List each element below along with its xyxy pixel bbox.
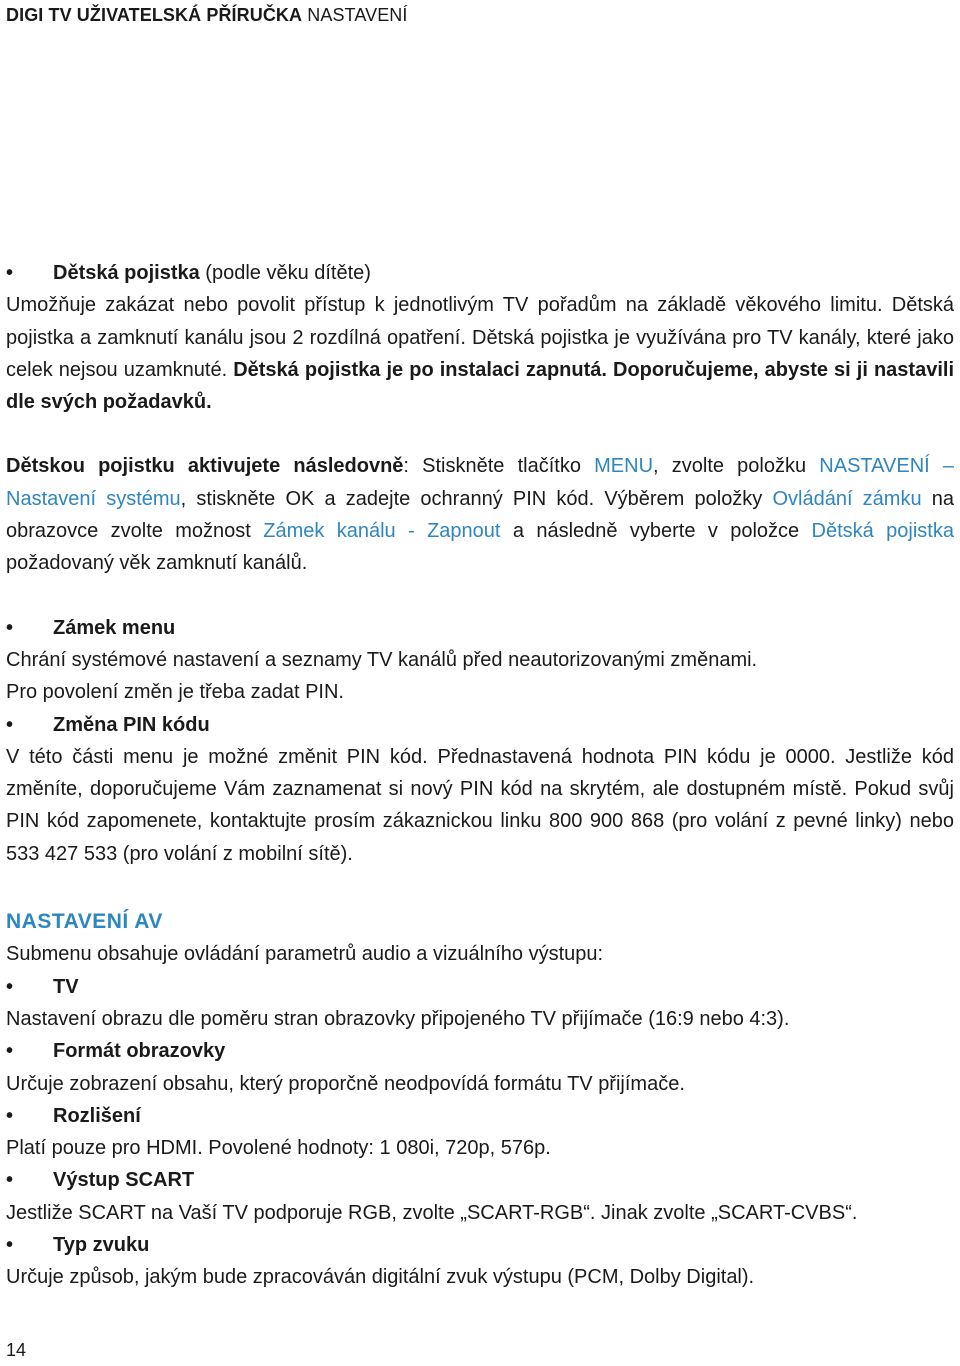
- paragraph-text: Umožňuje zakázat nebo povolit přístup k jednotlivým TV pořadům na základě věkového limitu. Dětská pojistka a zamknutí kanálu jsou 2 rozdílná opatření. Dětská pojistka je využívána pro TV kanály, které jako celek nejsou uzamknuté.: [6, 294, 954, 381]
- bullet-icon: •: [6, 262, 14, 284]
- bullet-av-format: [6, 1035, 954, 1067]
- bullet-icon: •: [6, 713, 14, 736]
- menu-ref: MENU: [594, 455, 654, 478]
- item-heading: Výstup SCART: [53, 1169, 195, 1192]
- section-title-av: NASTAVENÍ AV: [6, 910, 163, 934]
- bullet-av-sound: [6, 1229, 954, 1261]
- av-item-text: Určuje způsob, jakým bude zpracováván digitální zvuk výstupu (PCM, Dolby Digital).: [6, 1266, 755, 1289]
- item-heading: Typ zvuku: [53, 1234, 150, 1257]
- text-run: požadovaný věk zamknutí kanálů.: [6, 552, 308, 575]
- av-intro: Submenu obsahuje ovládání parametrů audio a vizuálního výstupu:: [6, 943, 604, 966]
- menu-item-ref: Ovládání zámku: [772, 487, 922, 510]
- menu-path-ref: NASTAVENÍ – Nastavení systému: [6, 455, 954, 510]
- manual-title: DIGI TV UŽIVATELSKÁ PŘÍRUČKA: [6, 5, 303, 25]
- item-heading: Dětská pojistka: [53, 262, 200, 284]
- bullet-icon: •: [6, 1040, 14, 1063]
- bullet-pin-change: [6, 709, 954, 741]
- text-run: , stiskněte OK a zadejte ochranný PIN kód. Výběrem položky: [180, 487, 773, 510]
- bullet-icon: •: [6, 1234, 14, 1257]
- pin-change-text: V této části menu je možné změnit PIN kód. Přednastavená hodnota PIN kódu je 0000. Jestliže kód změníte, doporučujeme Vám zaznamenat si nový PIN kód na skrytém, ale dostupném místě. Pokud svůj PIN kód zapomenete, kontaktujte prosím zákaznickou linku 800 900 868 (pro volání z pevné linky) nebo 533 427 533 (pro volání z mobilní sítě).: [6, 745, 954, 865]
- item-heading-note: (podle věku dítěte): [199, 262, 371, 284]
- text-run: na obrazovce zvolte možnost: [6, 487, 954, 543]
- chapter-name: NASTAVENÍ: [307, 5, 408, 25]
- text-run: : Stiskněte tlačítko: [403, 455, 595, 478]
- parental-instructions: [6, 450, 954, 579]
- bullet-av-scart: [6, 1164, 954, 1196]
- page-header: [6, 5, 408, 26]
- page-content: [6, 257, 954, 1294]
- text-run: , zvolte položku: [653, 455, 820, 478]
- bullet-av-tv: [6, 971, 954, 1003]
- av-item-text: Platí pouze pro HDMI. Povolené hodnoty: 1 080i, 720p, 576p.: [6, 1137, 551, 1160]
- bullet-icon: •: [6, 1104, 14, 1127]
- instruction-lead: Dětskou pojistku aktivujete následovně: [6, 455, 404, 478]
- item-heading: TV: [53, 975, 79, 998]
- option-ref: Zámek kanálu - Zapnout: [263, 520, 501, 543]
- page-number: 14: [6, 1340, 27, 1360]
- menu-lock-line-1: Chrání systémové nastavení a seznamy TV kanálů před neautorizovanými změnami.: [6, 648, 758, 671]
- av-item-text: Nastavení obrazu dle poměru stran obrazovky připojeného TV přijímače (16:9 nebo 4:3).: [6, 1007, 790, 1030]
- item-heading: Rozlišení: [53, 1104, 141, 1127]
- bullet-icon: •: [6, 616, 14, 639]
- menu-lock-line-2: Pro povolení změn je třeba zadat PIN.: [6, 681, 344, 704]
- av-item-text: Určuje zobrazení obsahu, který proporčně neodpovídá formátu TV přijímače.: [6, 1072, 685, 1095]
- item-heading: Zámek menu: [53, 616, 176, 639]
- text-run: a následně vyberte v položce: [500, 520, 812, 543]
- bullet-menu-lock: [6, 612, 954, 644]
- av-item-text: Jestliže SCART na Vaší TV podporuje RGB, zvolte „SCART-RGB“. Jinak zvolte „SCART-CVBS“.: [6, 1201, 858, 1224]
- bullet-icon: •: [6, 1169, 14, 1192]
- menu-item-ref: Dětská pojistka: [811, 520, 954, 543]
- item-heading: Formát obrazovky: [53, 1040, 226, 1063]
- bullet-parental-lock: [6, 257, 954, 289]
- bullet-icon: •: [6, 975, 14, 998]
- parental-description: [6, 289, 954, 418]
- bullet-av-resolution: [6, 1100, 954, 1132]
- item-heading: Změna PIN kódu: [53, 713, 210, 736]
- paragraph-emphasis: Dětská pojistka je po instalaci zapnutá. Doporučujeme, abyste si ji nastavili dle svých požadavků.: [6, 358, 955, 414]
